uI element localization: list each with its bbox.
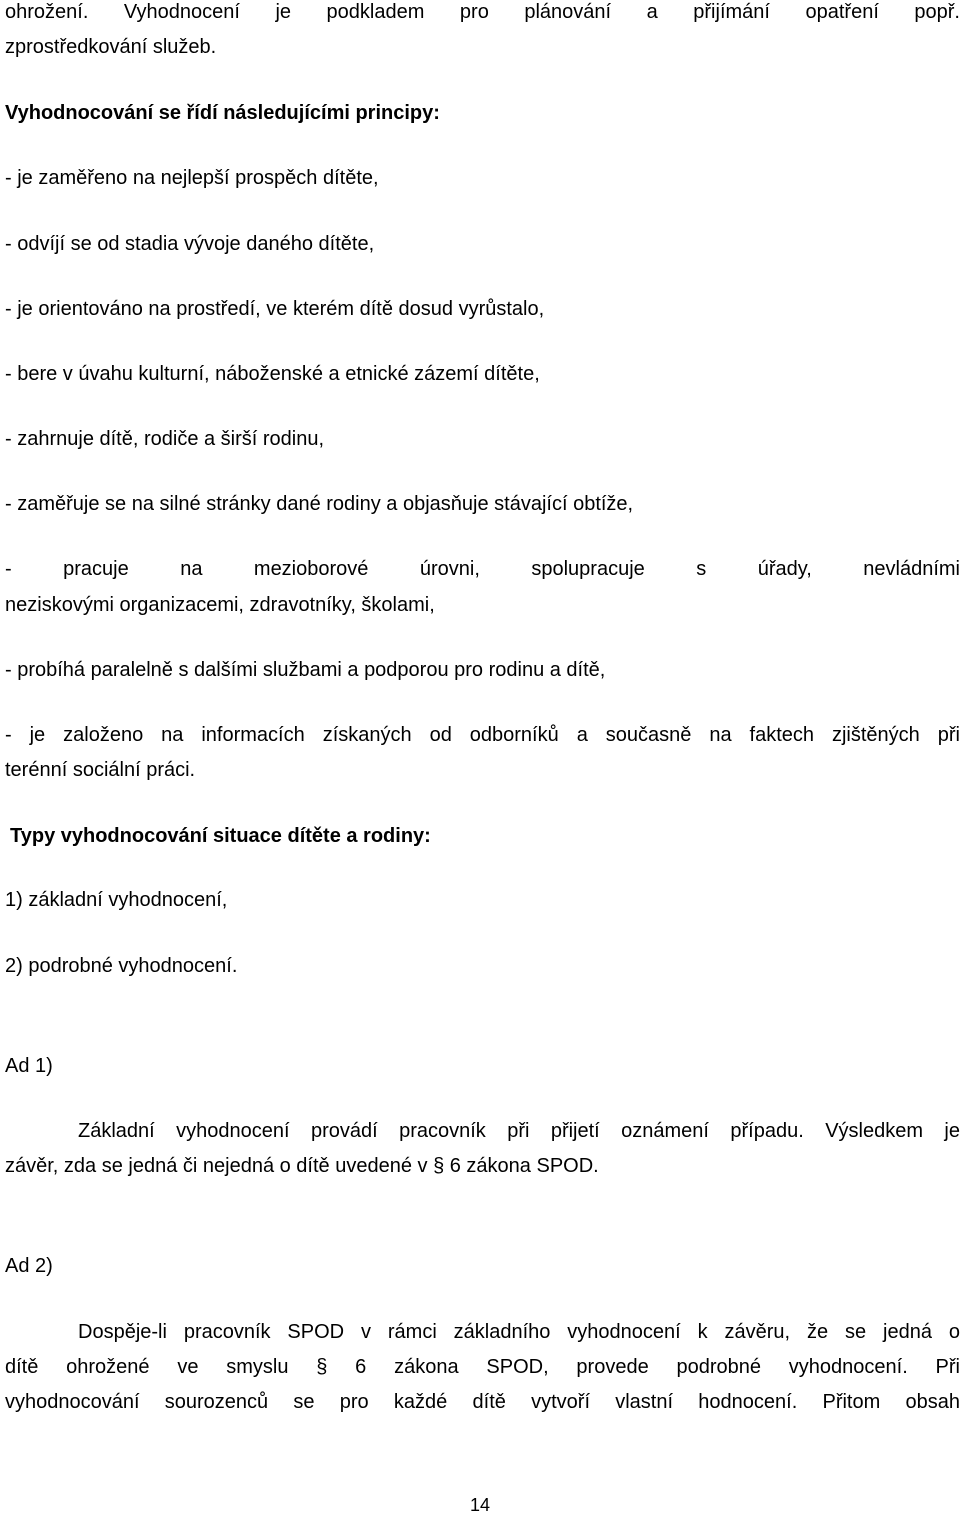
list-item-principle-2: - odvíjí se od stadia vývoje daného dítěte, (5, 233, 375, 255)
subsection-label-ad2: Ad 2) (5, 1255, 53, 1277)
section-heading-types: Typy vyhodnocování situace dítěte a rodiny: (10, 825, 431, 847)
list-item-principle-7-continued: neziskovými organizacemi, zdravotníky, školami, (5, 594, 435, 616)
paragraph-ad2-line-3: vyhodnocování sourozenců se pro každé dítě vytvoří vlastní hodnocení. Přitom obsah (5, 1391, 960, 1413)
text-line-1: ohrožení. Vyhodnocení je podkladem pro plánování a přijímání opatření popř. (5, 1, 960, 23)
list-item-principle-7: - pracuje na mezioborové úrovni, spolupracuje s úřady, nevládními (5, 558, 960, 580)
text-line-2: zprostředkování služeb. (5, 36, 217, 58)
list-item-principle-8: - probíhá paralelně s dalšími službami a podporou pro rodinu a dítě, (5, 659, 606, 681)
list-item-principle-3: - je orientováno na prostředí, ve kterém dítě dosud vyrůstalo, (5, 298, 545, 320)
paragraph-ad1-line-2: závěr, zda se jedná či nejedná o dítě uvedené v § 6 zákona SPOD. (5, 1155, 599, 1177)
section-heading-principles: Vyhodnocování se řídí následujícími principy: (5, 102, 440, 124)
paragraph-ad2-line-1: Dospěje-li pracovník SPOD v rámci základního vyhodnocení k závěru, že se jedná o (78, 1321, 960, 1343)
list-item-principle-6: - zaměřuje se na silné stránky dané rodiny a objasňuje stávající obtíže, (5, 493, 634, 515)
list-item-principle-1: - je zaměřeno na nejlepší prospěch dítěte, (5, 167, 379, 189)
list-item-type-2: 2) podrobné vyhodnocení. (5, 955, 238, 977)
list-item-principle-9-continued: terénní sociální práci. (5, 759, 196, 781)
list-item-principle-5: - zahrnuje dítě, rodiče a širší rodinu, (5, 428, 325, 450)
subsection-label-ad1: Ad 1) (5, 1055, 53, 1077)
paragraph-ad1-line-1: Základní vyhodnocení provádí pracovník při přijetí oznámení případu. Výsledkem je (78, 1120, 960, 1142)
list-item-principle-9: - je založeno na informacích získaných od odborníků a současně na faktech zjištěných při (5, 724, 960, 746)
paragraph-ad2-line-2: dítě ohrožené ve smyslu § 6 zákona SPOD, provede podrobné vyhodnocení. Při (5, 1356, 960, 1378)
list-item-type-1: 1) základní vyhodnocení, (5, 889, 228, 911)
page-number: 14 (469, 1495, 491, 1515)
list-item-principle-4: - bere v úvahu kulturní, náboženské a etnické zázemí dítěte, (5, 363, 540, 385)
